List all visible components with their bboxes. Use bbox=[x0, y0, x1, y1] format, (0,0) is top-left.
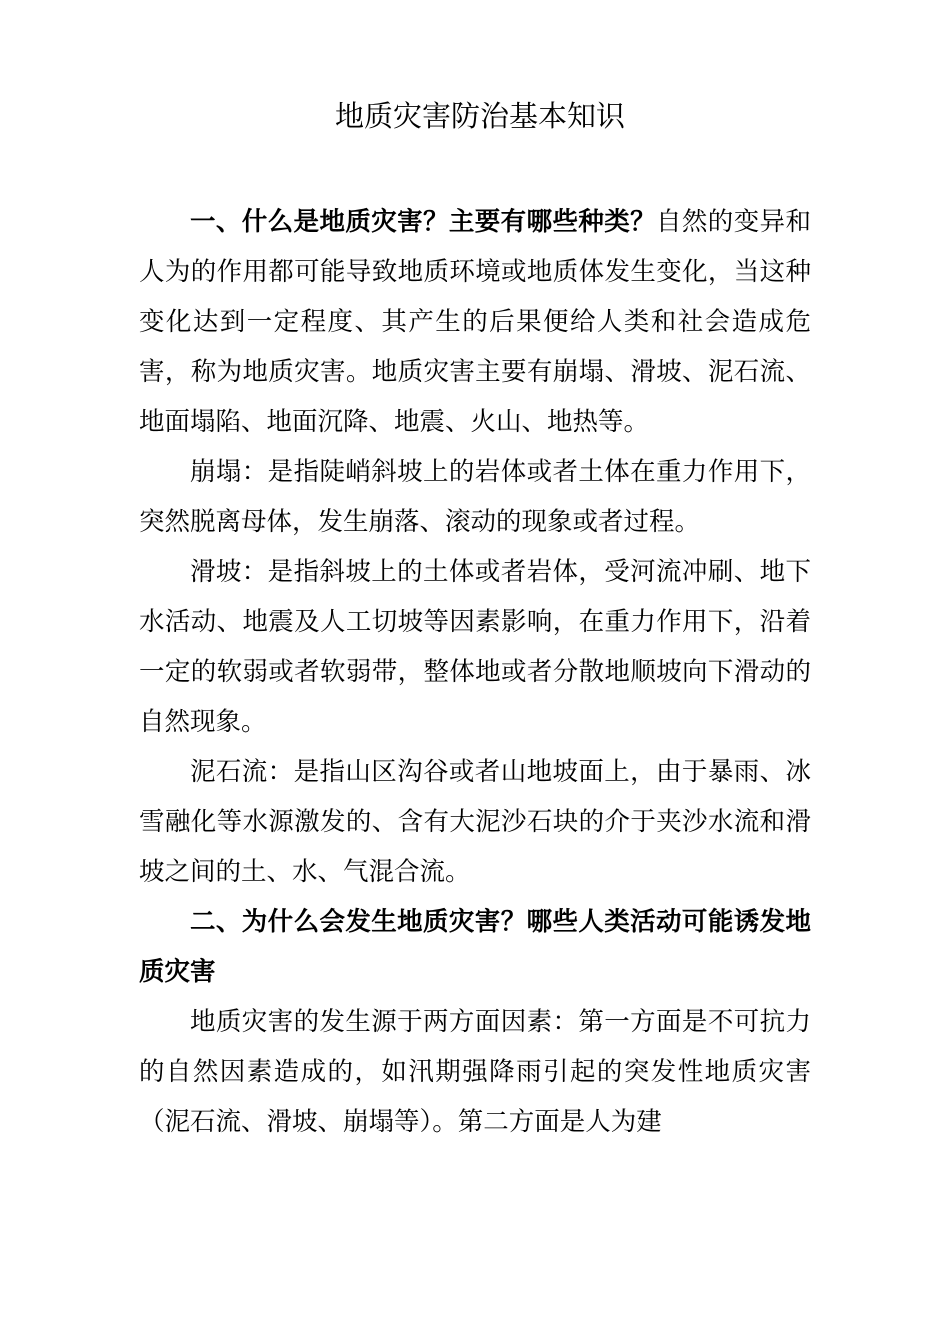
document-body bbox=[139, 197, 811, 1147]
landslide-definition: 滑坡：是指斜坡上的土体或者岩体，受河流冲刷、地下水活动、地震及人工切坡等因素影响，在重力作用下，沿着一定的软弱或者软弱带，整体地或者分散地顺坡向下滑动的自然现象。 bbox=[139, 557, 811, 737]
section-1-text: 自然的变异和人为的作用都可能导致地质环境或地质体发生变化，当这种变化达到一定程度、其产生的后果便给人类和社会造成危害，称为地质灾害。地质灾害主要有崩塌、滑坡、泥石流、地面塌陷、地面沉降、地震、火山、地热等。 bbox=[139, 207, 811, 437]
section-2-text: 地质灾害的发生源于两方面因素：第一方面是不可抗力的自然因素造成的，如汛期强降雨引起的突发性地质灾害（泥石流、滑坡、崩塌等）。第二方面是人为建 bbox=[139, 1007, 811, 1137]
document-title: 地质灾害防治基本知识 bbox=[334, 99, 625, 133]
section-2-heading: 二、为什么会发生地质灾害？哪些人类活动可能诱发地质灾害 bbox=[139, 907, 811, 987]
debris-flow-definition: 泥石流：是指山区沟谷或者山地坡面上，由于暴雨、冰雪融化等水源激发的、含有大泥沙石块的介于夹沙水流和滑坡之间的土、水、气混合流。 bbox=[139, 757, 811, 887]
collapse-definition: 崩塌：是指陡峭斜坡上的岩体或者土体在重力作用下，突然脱离母体，发生崩落、滚动的现象或者过程。 bbox=[139, 457, 811, 537]
section-1-paragraph bbox=[139, 197, 811, 447]
section-1-heading: 一、什么是地质灾害？主要有哪些种类？ bbox=[190, 207, 657, 237]
